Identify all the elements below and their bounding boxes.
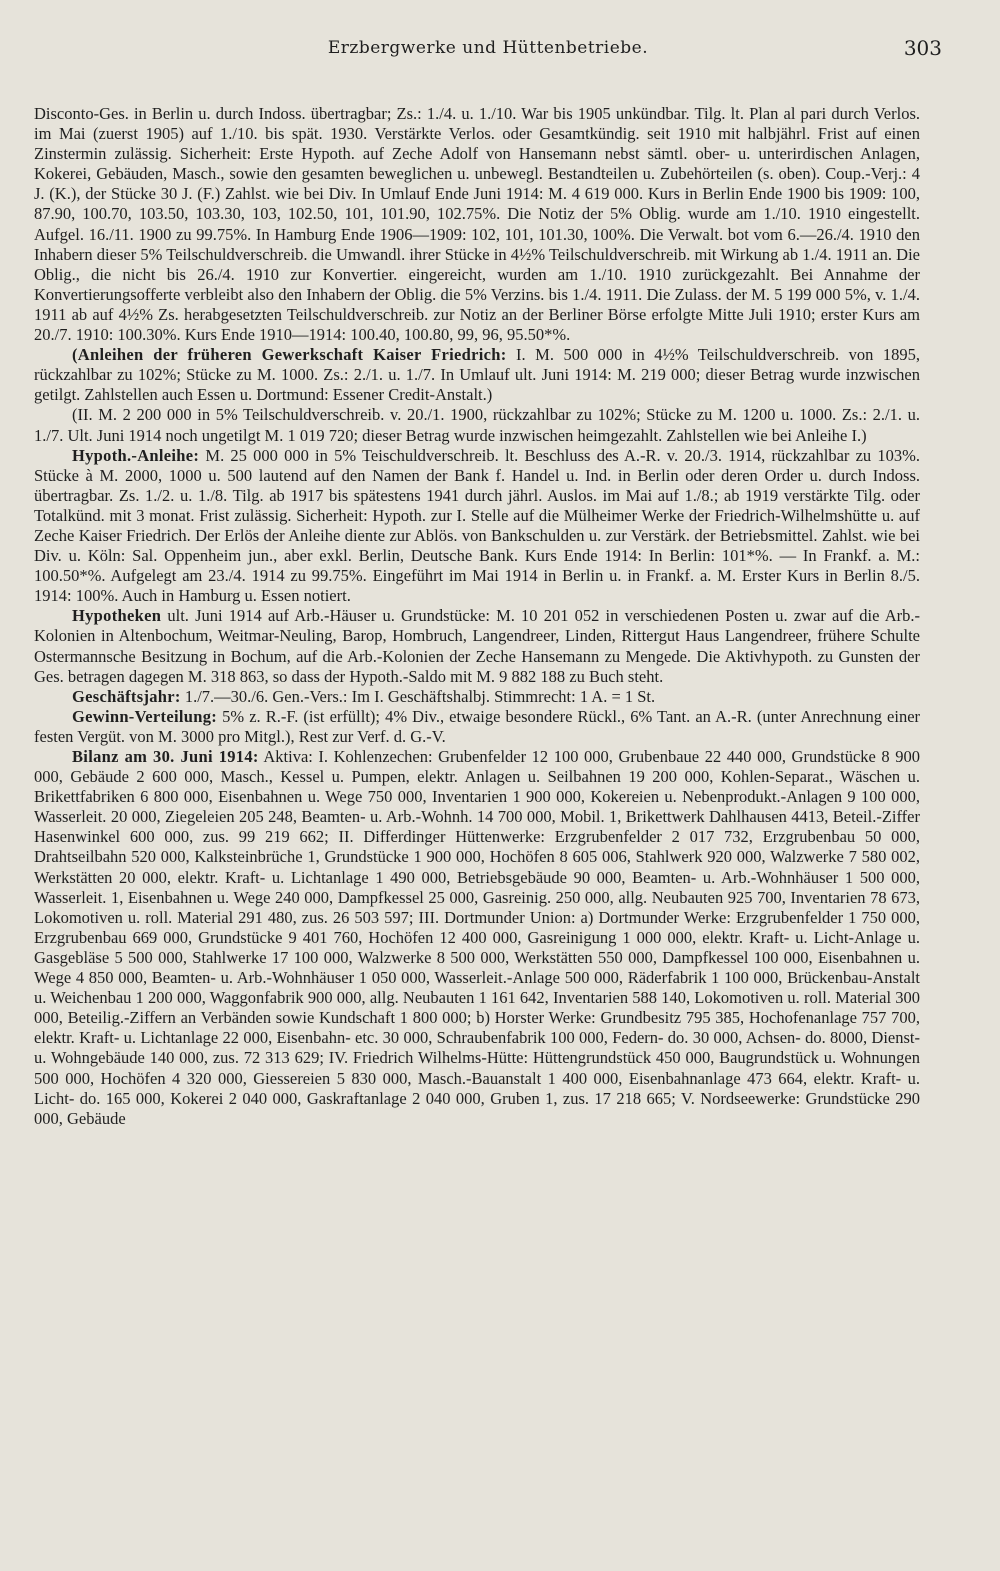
paragraph-disconto-continuation: [34, 104, 920, 345]
paragraph-text: ult. Juni 1914 auf Arb.-Häuser u. Grundstücke: M. 10 201 052 in verschiedenen Posten u. zwar auf die Arb.-Kolonien in Altenbochum, Weitmar-Neuling, Barop, Hombruch, Langendreer, Linden, Rittergut Haus Langendreer, frühere Schulte Ostermannsche Besitzung in Bochum, auf die Arb.-Kolonien der Zeche Hansemann zu Mengede. Die Aktivhypoth. zu Gunsten der Ges. betragen dagegen M. 318 863, so dass der Hypoth.-Saldo mit M. 9 882 188 zu Buch steht.: [34, 606, 921, 686]
page-number: 303: [903, 36, 942, 60]
paragraph-text: Aktiva: I. Kohlenzechen: Grubenfelder 12 100 000, Grubenbaue 22 440 000, Grundstücke 8 900 000, Gebäude 2 600 000, Masch., Kessel u. Pumpen, elektr. Anlagen u. Seilbahnen 19 200 000, Kohlen-Separat., Wäschen u. Brikettfabriken 6 800 000, Eisenbahnen u. Wege 750 000, Inventarien 1 900 000, Kokereien u. Nebenprodukt.-Anlagen 9 100 000, Wasserleit. 20 000, Ziegeleien 205 248, Beamten- u. Arb.-Wohnh. 14 700 000, Mobil. 1, Brikettwerk Dahlhausen 4413, Beteil.-Ziffer Hasenwinkel 600 000, zus. 99 219 662; II. Differdinger Hüttenwerke: Erzgrubenfelder 2 017 732, Erzgrubenbau 50 000, Drahtseilbahn 520 000, Kalksteinbrüche 1, Grundstücke 1 900 000, Hochöfen 8 605 006, Stahlwerk 920 000, Walzwerke 7 580 002, Werkstätten 20 000, elektr. Kraft- u. Lichtanlage 1 490 000, Betriebsgebäude 90 000, Beamten- u. Arb.-Wohnhäuser 1 500 000, Wasserleit. 1, Eisenbahnen u. Wege 240 000, Dampfkessel 25 000, Gasreinig. 250 000, allg. Neubauten 925 700, Inventarien 78 673, Lokomotiven u. roll. Material 291 480, zus. 26 503 597; III. Dortmunder Union: a) Dortmunder Werke: Erzgrubenfelder 1 750 000, Erzgrubenbau 669 000, Grundstücke 9 401 760, Hochöfen 12 400 000, Gasreinigung 1 000 000, elektr. Kraft- u. Licht-Anlage u. Gasgebläse 5 500 000, Stahlwerke 17 100 000, Walzwerke 8 500 000, Werkstätten 550 000, Dampfkessel 100 000, Eisenbahnen u. Wege 4 850 000, Beamten- u. Arb.-Wohnhäuser 1 050 000, Wasserleit.-Anlage 500 000, Räderfabrik 1 100 000, Brückenbau-Anstalt u. Weichenbau 1 200 000, Waggonfabrik 900 000, allg. Neubauten 1 161 642, Inventarien 588 140, Lokomotiven u. roll. Material 300 000, Beteilig.-Ziffern an Verbänden sowie Kundschaft 1 800 000; b) Horster Werke: Grundbesitz 795 385, Hochofenanlage 757 700, elektr. Kraft- u. Lichtanlage 22 000, Eisenbahn- etc. 30 000, Schraubenfabrik 100 000, Federn- do. 30 000, Achsen- do. 8000, Dienst- u. Wohngebäude 140 000, zus. 72 313 629; IV. Friedrich Wilhelms-Hütte: Hüttengrundstück 450 000, Baugrundstück u. Wohnungen 500 000, Hochöfen 4 320 000, Giessereien 5 830 000, Masch.-Bauanstalt 1 400 000, Eisenbahnanlage 473 664, elektr. Kraft- u. Licht- do. 165 000, Kokerei 2 040 000, Gaskraftanlage 2 040 000, Gruben 1, zus. 17 218 665; V. Nordseewerke: Grundstücke 290 000, Gebäude: [34, 747, 920, 1128]
paragraph-lead: Hypotheken: [72, 606, 162, 626]
paragraph-anleihe-ii: [34, 405, 920, 445]
paragraph-text: (II. M. 2 200 000 in 5% Teilschuldverschreib. v. 20./1. 1900, rückzahlbar zu 102%; Stücke zu M. 1200 u. 1000. Zs.: 2./1. u. 1./7. Ult. Juni 1914 noch ungetilgt M. 1 019 720; dieser Betrag wurde inzwischen heimgezahlt. Zahlstellen wie bei Anleihe I.): [34, 405, 920, 445]
paragraph-lead: Geschäftsjahr:: [72, 686, 181, 706]
paragraph-hypoth-anleihe: [34, 446, 920, 607]
running-head: Erzbergwerke und Hüttenbetriebe.: [327, 38, 649, 58]
paragraph-text: I. M. 500 000 in 4½% Teilschuldverschreib. von 1895, rückzahlbar zu 102%; Stücke zu M. 1000. Zs.: 2./1. u. 1./7. In Umlauf ult. Juni 1914: M. 219 000; dieser Betrag wurde inzwischen getilgt. Zahlstellen auch Essen u. Dortmund: Essener Credit-Anstalt.): [34, 345, 921, 405]
paragraph-anleihen-kaiser-friedrich: [34, 345, 920, 405]
paragraph-geschaeftsjahr: [34, 687, 920, 707]
paragraph-lead: Bilanz am 30. Juni 1914:: [72, 747, 259, 766]
paragraph-hypotheken: [34, 606, 920, 686]
paragraph-lead: Hypoth.-Anleihe:: [72, 445, 200, 465]
paragraph-text: Disconto-Ges. in Berlin u. durch Indoss. übertragbar; Zs.: 1./4. u. 1./10. War bis 1905 unkündbar. Tilg. lt. Plan al pari durch Verlos. im Mai (zuerst 1905) auf 1./10. bis spät. 1930. Verstärkte Verlos. oder Gesamtkündig. seit 1910 mit halbjährl. Frist auf einen Zinstermin zulässig. Sicherheit: Erste Hypoth. auf Zeche Adolf von Hansemann nebst sämtl. ober- u. unterirdischen Anlagen, Kokerei, Gebäuden, Masch., sowie den gesamten beweglichen u. unbewegl. Bestandteilen u. Zubehörteilen (s. oben). Coup.-Verj.: 4 J. (K.), der Stücke 30 J. (F.) Zahlst. wie bei Div. In Umlauf Ende Juni 1914: M. 4 619 000. Kurs in Berlin Ende 1900 bis 1909: 100, 87.90, 100.70, 103.50, 103.30, 103, 102.50, 101, 101.90, 102.75%. Die Notiz der 5% Oblig. wurde am 1./10. 1910 eingestellt. Aufgel. 16./11. 1900 zu 99.75%. In Hamburg Ende 1906—1909: 102, 101, 101.30, 100%. Die Verwalt. bot vom 6.—26./4. 1910 den Inhabern dieser 5% Teilschuldverschreib. die Umwandl. ihrer Stücke in 4½% Teilschuldverschreib. mit Wirkung ab 1./4. 1911 an. Die Oblig., die nicht bis 26./4. 1910 zur Konvertier. eingereicht, wurden am 1./10. 1910 zurückgezahlt. Bei Annahme der Konvertierungsofferte verbleibt also den Inhabern der Oblig. die 5% Verzins. bis 1./4. 1911. Die Zulass. der M. 5 199 000 5%, v. 1./4. 1911 ab auf 4½% Zs. herabgesetzten Teilschuldverschreib. zur Notiz an der Berliner Börse erfolgte Mitte Juli 1910; erster Kurs am 20./7. 1910: 100.30%. Kurs Ende 1910—1914: 100.40, 100.80, 99, 96, 95.50*%.: [34, 104, 920, 345]
paragraph-text: M. 25 000 000 in 5% Teischuldverschreib. lt. Beschluss des A.-R. v. 20./3. 1914, rückzahlbar zu 103%. Stücke à M. 2000, 1000 u. 500 lautend auf den Namen der Bank f. Handel u. Ind. in Berlin oder deren Order u. durch Indoss. übertragbar. Zs. 1./2. u. 1./8. Tilg. ab 1917 bis spätestens 1941 durch jährl. Auslos. im Mai auf 1./8.; ab 1919 verstärkte Tilg. oder Totalkünd. mit 3 monat. Frist zulässig. Sicherheit: Hypoth. zur I. Stelle auf die Mülheimer Werke der Friedrich-Wilhelmshütte u. auf Zeche Kaiser Friedrich. Der Erlös der Anleihe diente zur Ablös. von Bankschulden u. zur Verstärk. der Betriebsmittel. Zahlst. wie bei Div. u. Köln: Sal. Oppenheim jun., aber exkl. Berlin, Deutsche Bank. Kurs Ende 1914: In Berlin: 101*%. — In Frankf. a. M.: 100.50*%. Aufgelegt am 23./4. 1914 zu 99.75%. Eingeführt im Mai 1914 in Berlin u. in Frankf. a. M. Erster Kurs in Berlin 8./5. 1914: 100%. Auch in Hamburg u. Essen notiert.: [34, 445, 921, 606]
paragraph-lead: Gewinn-Verteilung:: [72, 706, 218, 726]
body-text: [34, 104, 920, 1129]
paragraph-text: 5% z. R.-F. (ist erfüllt); 4% Div., etwaige besondere Rückl., 6% Tant. an A.-R. (unter Anrechnung einer festen Vergüt. von M. 3000 pro Mitgl.), Rest zur Verf. d. G.-V.: [34, 706, 921, 746]
paragraph-text: 1./7.—30./6. Gen.-Vers.: Im I. Geschäftshalbj. Stimmrecht: 1 A. = 1 St.: [184, 686, 656, 706]
paragraph-bilanz: [34, 747, 920, 1129]
paragraph-gewinn-verteilung: [34, 707, 920, 747]
paragraph-lead: (Anleihen der früheren Gewerkschaft Kaiser Friedrich:: [72, 345, 507, 365]
page-header: [34, 38, 942, 68]
